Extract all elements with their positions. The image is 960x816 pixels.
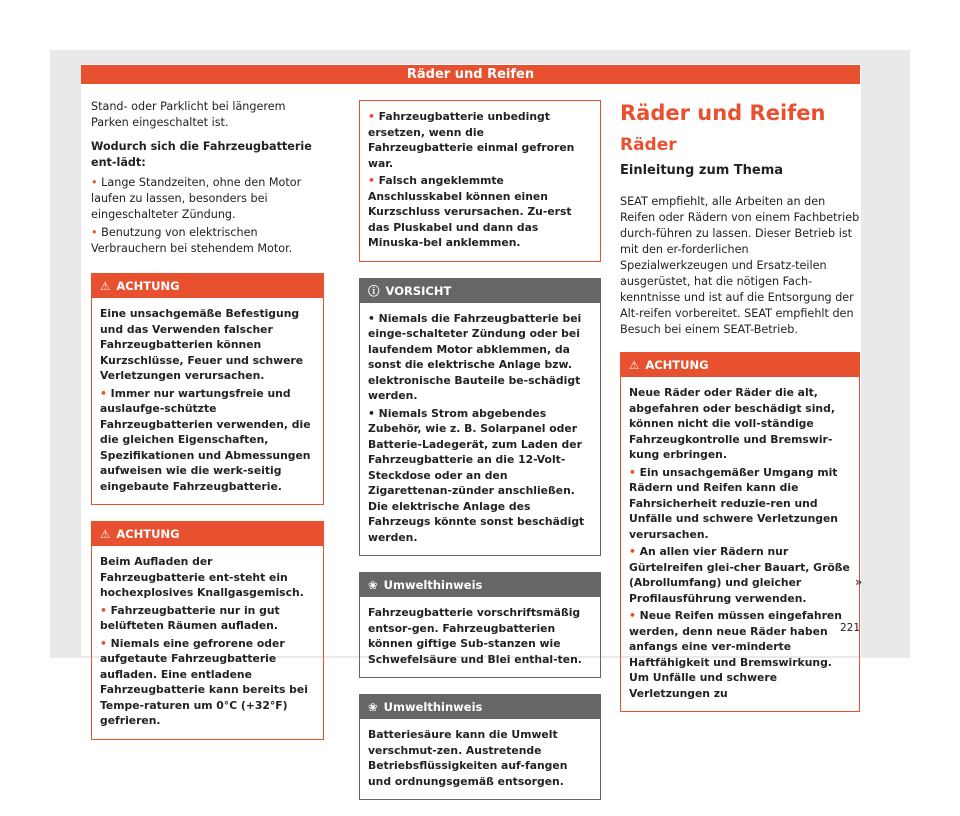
column-2 xyxy=(359,100,601,816)
bullet-item: • Fahrzeugbatterie nur in gut belüfteten Räumen aufladen. xyxy=(100,603,280,632)
bullet-item: • Falsch angeklemmte Anschlusskabel können einen Kurzschluss verursachen. Zu-erst das Pluskabel und dann das Minuska-bel anklemmen. xyxy=(368,174,572,249)
info-icon: ⓘ xyxy=(368,283,380,298)
environment-box xyxy=(359,694,601,800)
bullet-item: • Niemals eine gefrorene oder aufgetaute Fahrzeugbatterie aufladen. Eine entladene Fahrzeugbatterie kann bereits bei Tempe-raturen um 0°C (+32°F) gefrieren. xyxy=(100,636,308,727)
warning-box xyxy=(91,273,324,505)
bullet-item: • An allen vier Rädern nur Gürtelreifen glei-cher Bauart, Größe (Abrollumfang) und gleicher Profilausführung verwenden. xyxy=(629,545,850,605)
environment-text: Fahrzeugbatterie vorschriftsmäßig entsor-gen. Fahrzeugbatterien können giftige Sub-stanzen wie Schwefelsäure und Blei enthal-ten. xyxy=(368,606,582,666)
environment-box-header: ❀ Umwelthinweis xyxy=(360,573,600,597)
warning-box xyxy=(91,521,324,740)
bullet-item: • Niemals Strom abgebendes Zubehör, wie z. B. Solarpanel oder Batterie-Ladegerät, zum Laden der Fahrzeugbatterie an die 12-Volt-Steckdose oder an den Zigarettenan-zünder anschließen. Die elektrische Anlage des Fahrzeugs könnte sonst beschädigt werden. xyxy=(368,406,585,544)
warning-text: Neue Räder oder Räder die alt, abgefahren oder beschädigt sind, können nicht die voll-ständige Fahrzeugkontrolle und Bremswir-kung erbringen. xyxy=(629,386,835,461)
bullet-item: • Immer nur wartungsfreie und auslaufge-schützte Fahrzeugbatterien verwenden, die die gleichen Eigenschaften, Spezifikationen und Abmessungen aufweisen wie die werk-seitig eingebaute Fahrzeugbatterie. xyxy=(100,386,311,493)
continue-mark: » xyxy=(855,575,863,589)
bullet-item: • Neue Reifen müssen eingefahren werden, denn neue Räder haben anfangs eine ver-minderte Haftfähigkeit und Bremswirkung. Um Unfälle und schwere Verletzungen zu xyxy=(629,609,842,700)
section-title: Räder xyxy=(620,135,677,155)
bullet-item: • Niemals die Fahrzeugbatterie bei einge-schalteter Zündung oder bei laufendem Motor abklemmen, da sonst die elektrische Anlage bzw. elektronische Bauteile be-schädigt werden. xyxy=(368,311,582,402)
warning-icon: ⚠ xyxy=(629,358,640,372)
warning-box-header: ⚠ ACHTUNG xyxy=(92,274,323,298)
column-3 xyxy=(620,100,863,728)
warning-icon: ⚠ xyxy=(100,527,111,541)
subsection-title: Einleitung zum Thema xyxy=(620,163,784,178)
warning-continuation-box xyxy=(359,100,601,262)
warning-icon: ⚠ xyxy=(100,279,111,293)
warning-box-header: ⚠ ACHTUNG xyxy=(92,522,323,546)
paragraph: SEAT empfiehlt, alle Arbeiten an den Reifen oder Rädern von einem Fachbetrieb durch-führen zu lassen. Dieser Betrieb ist mit den er-forderlichen Spezialwerkzeugen und Ersatz-teilen ausgerüstet, hat die nötigen Fach-kenntnisse und ist auf die Entsorgung der Alt-reifen vorbereitet. SEAT empfiehlt den Besuch bei einem SEAT-Betrieb. xyxy=(620,195,860,336)
paragraph: Stand- oder Parklicht bei längerem Parken eingeschaltet ist. xyxy=(91,100,286,129)
environment-box-header: ❀ Umwelthinweis xyxy=(360,695,600,719)
section-header: Räder und Reifen xyxy=(81,65,860,84)
warning-text: Eine unsachgemäße Befestigung und das Verwenden falscher Fahrzeugbatterien können Kurzschlüsse, Feuer und schwere Verletzungen verursachen. xyxy=(100,307,304,382)
chapter-title: Räder und Reifen xyxy=(620,101,826,125)
leaf-icon: ❀ xyxy=(368,578,378,592)
warning-text: Beim Aufladen der Fahrzeugbatterie ent-steht ein hochexplosives Knallgasgemisch. xyxy=(100,555,304,599)
subheading: Wodurch sich die Fahrzeugbatterie ent-lädt: xyxy=(91,140,312,169)
page-number: 221 xyxy=(840,622,861,634)
warning-box xyxy=(620,352,863,712)
environment-text: Batteriesäure kann die Umwelt verschmut-zen. Austretende Betriebsflüssigkeiten auf-fangen und ordnungsgemäß entsorgen. xyxy=(368,728,568,788)
warning-box-header: ⚠ ACHTUNG xyxy=(621,353,859,377)
column-1 xyxy=(91,99,324,756)
leaf-icon: ❀ xyxy=(368,700,378,714)
bullet-item: • Fahrzeugbatterie unbedingt ersetzen, wenn die Fahrzeugbatterie einmal gefroren war. xyxy=(368,110,575,170)
caution-box xyxy=(359,278,601,557)
bullet-item: • Lange Standzeiten, ohne den Motor laufen zu lassen, besonders bei eingeschalteter Zündung. xyxy=(91,176,302,221)
bullet-item: • Ein unsachgemäßer Umgang mit Rädern und Reifen kann die Fahrsicherheit reduzie-ren und Unfälle und schwere Verletzungen verursachen. xyxy=(629,465,838,541)
environment-box xyxy=(359,572,601,678)
bullet-item: • Benutzung von elektrischen Verbrauchern bei stehendem Motor. xyxy=(91,226,293,255)
caution-box-header: ⓘ VORSICHT xyxy=(360,279,600,303)
